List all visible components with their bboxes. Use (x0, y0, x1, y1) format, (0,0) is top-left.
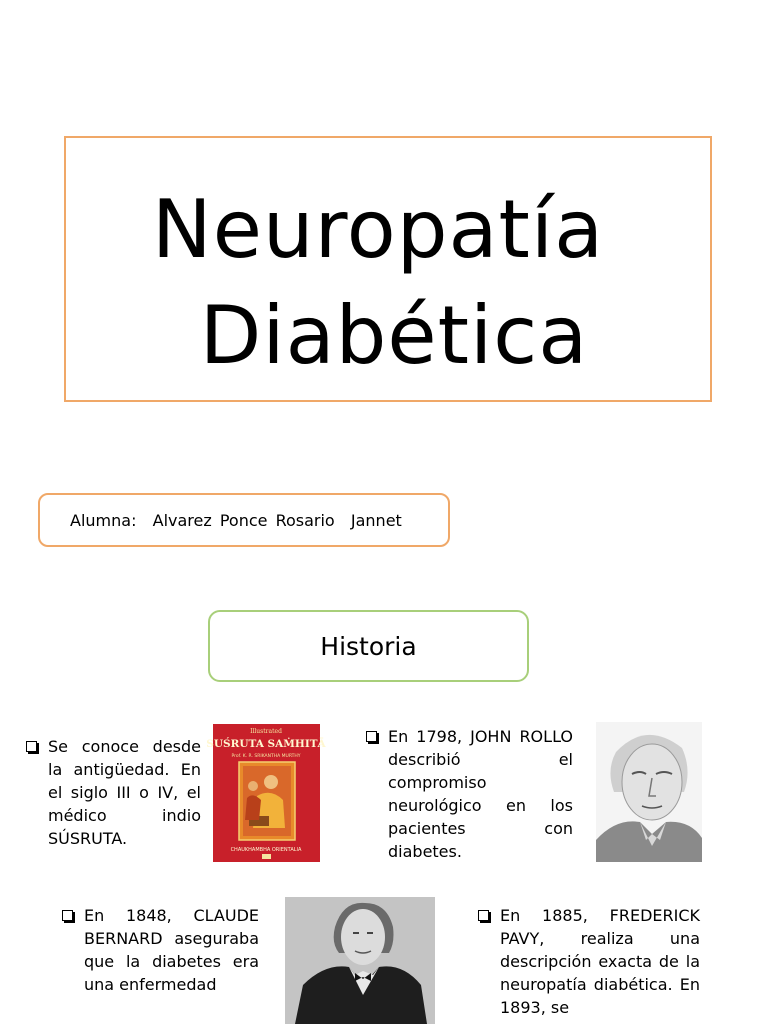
student-name-box (38, 493, 450, 547)
title-line-1: Neuropatía (151, 183, 605, 276)
book-title: SUŚRUTA SAṀHITĀ (206, 738, 326, 750)
book-author: Prof. K. R. SRIKANTHA MURTHY (231, 754, 301, 759)
bullet-text: En 1798, JOHN ROLLO describió el compromiso neurológico en los pacientes con diabetes. (388, 727, 573, 861)
john-rollo-portrait-image (596, 722, 702, 862)
title-line-2: Diabética (199, 289, 589, 382)
bullet-item (366, 725, 573, 863)
book-publisher: CHAUKHAMBHA ORIENTALIA (230, 847, 302, 853)
bullet-text: En 1848, CLAUDE BERNARD aseguraba que la diabetes era una enfermedad (84, 906, 259, 994)
book-cover-image (206, 724, 326, 862)
student-name: Alumna: Alvarez Ponce Rosario Jannet (70, 510, 402, 530)
checkbox-bullet-icon (478, 910, 489, 921)
checkbox-bullet-icon (26, 741, 37, 752)
section-heading-box (208, 610, 529, 682)
checkbox-bullet-icon (366, 731, 377, 742)
claude-bernard-portrait-image (285, 897, 435, 1024)
checkbox-bullet-icon (62, 910, 73, 921)
book-small-label: Illustrated (250, 728, 282, 735)
bullet-item (478, 904, 700, 1019)
bullet-item (62, 904, 259, 996)
title-box (64, 136, 712, 402)
bullet-item (26, 735, 201, 850)
bullet-text: Se conoce desde la antigüedad. En el siglo III o IV, el médico indio SÚSRUTA. (48, 737, 201, 848)
section-heading: Historia (320, 631, 417, 661)
bullet-text: En 1885, FREDERICK PAVY, realiza una descripción exacta de la neuropatía diabética. En 1893, se (500, 906, 700, 1017)
